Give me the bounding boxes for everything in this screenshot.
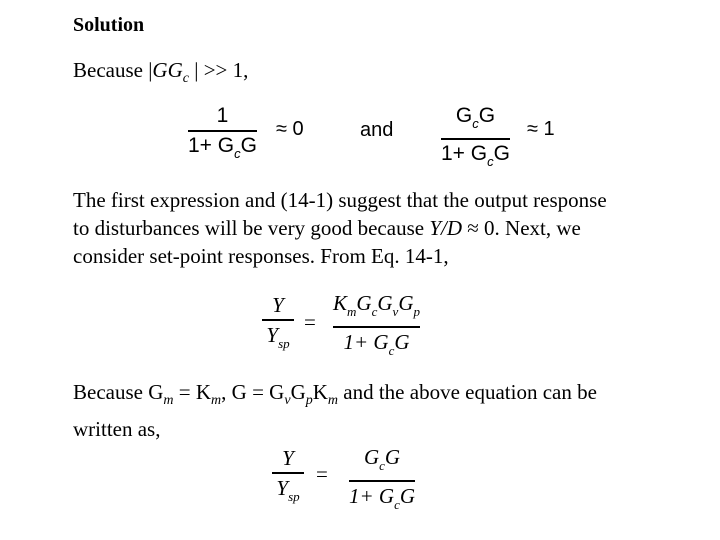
eq3-lhs-denominator: $Y_{sp}$ [276,475,300,504]
eq1-right-numerator: $G_cG$ [455,104,496,131]
eq1-left-denominator: $1+ G_cG$ [188,133,257,161]
eq2-lhs-fraction [262,292,294,357]
para1-line3: consider set-point responses. From Eq. 14-1, [73,244,449,268]
para1-line1: The first expression and (14-1) suggest that the output response [73,188,607,212]
para2-line2: written as, [73,417,161,441]
fraction-bar [333,326,420,328]
eq3-rhs-fraction [349,444,415,518]
eq2-rhs-denominator: $1+ G_cG$ [343,329,410,358]
eq1-and: and [360,119,394,141]
paragraph-because [73,378,713,443]
para2-line1: Because $G_m = K_m$, $G = G_vG_pK_m$ and the above equation can be [73,380,597,408]
fraction-bar [272,472,304,474]
eq3-rhs-denominator: $1+ G_cG$ [349,483,416,512]
because-suffix: | >> 1, [188,58,249,82]
because-prefix: Because | [73,58,153,82]
heading-solution: Solution [73,14,145,36]
eq1-right-denominator: $1+ G_cG$ [441,141,510,169]
gg-symbol: GG [152,58,183,82]
fraction-bar [441,138,510,140]
fraction-bar [262,319,294,321]
eq3-equals: = [316,462,328,486]
eq2-lhs-numerator: Y [272,293,284,317]
eq1-left-numerator: 1 [216,104,229,127]
eq3-rhs-numerator: $G_cG$ [363,445,401,473]
eq2-rhs-fraction [333,290,420,364]
eq1-right-fraction [441,103,510,175]
eq1-left-fraction [188,103,257,167]
para1-line2: to disturbances will be very good because Y/D ≈ 0. Next, we [73,216,581,240]
eq1-approx-zero: ≈ 0 [276,118,304,140]
eq1-approx-one: ≈ 1 [527,118,555,140]
eq2-lhs-denominator: $Y_{sp}$ [266,322,290,351]
eq3-lhs-numerator: Y [282,446,294,470]
fraction-bar [188,130,257,132]
because-statement [73,58,248,91]
fraction-bar [349,480,415,482]
eq2-rhs-numerator: $K_mG_cG_vG_p$ [333,291,420,319]
paragraph-disturbance [73,186,713,270]
eq3-lhs-fraction [272,445,304,510]
gg-subscript: c [182,71,189,86]
eq2-equals: = [304,310,316,334]
